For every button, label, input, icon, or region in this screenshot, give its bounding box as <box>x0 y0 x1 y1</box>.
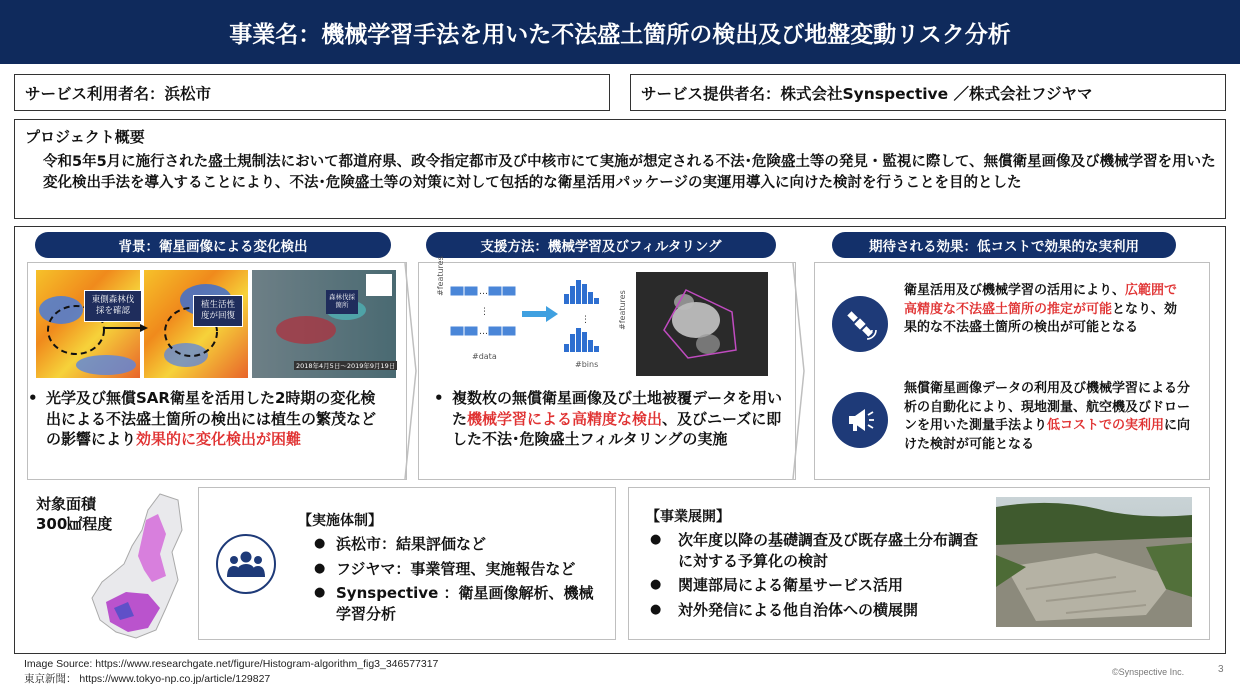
page-title <box>0 0 1240 64</box>
effect-item-2-text: 無償衛星画像データの利用及び機械学習による分析の自動化により、現地測量、航空機及びドローンを用いた測量手法より <box>904 381 1191 433</box>
svg-text:⋮: ⋮ <box>480 307 489 317</box>
axis-bins-label: #bins <box>575 360 599 369</box>
map-date-range: 2018年4月5日～2019年9月19日 <box>296 362 396 370</box>
effect-item-2-text-b: に向けた検討が可能となる <box>904 418 1191 452</box>
provider-box <box>630 74 1226 111</box>
background-text: 光学及び無償SAR衛星を活用した2時期の変化検出による不法盛土箇所の検出には植生の繁茂などの影響により <box>46 389 377 448</box>
effect-pill-text: 期待される効果：低コストで効果的な実利用 <box>869 239 1139 255</box>
org-heading: 【実施体制】 <box>298 513 382 529</box>
effect-item-1-red: 広範囲で高精度な不法盛土箇所の推定が可能 <box>904 283 1178 317</box>
overview-heading: プロジェクト概要 <box>25 128 145 146</box>
footer-source-1: Image Source: https://www.researchgate.net/figure/Histogram-algorithm_fig3_346577317 <box>24 658 439 670</box>
plan-item: ● 次年度以降の基礎調査及び既存盛土分布調査に対する予算化の検討 <box>650 531 979 570</box>
org-item-text: 浜松市：結果評価など <box>336 535 487 553</box>
area-label-value: 300㎢程度 <box>36 515 113 533</box>
service-provider: サービス提供者名：株式会社Synspective ／株式会社フジヤマ <box>641 84 1093 103</box>
landfill-photo <box>996 497 1192 627</box>
satellite-icon <box>832 296 888 352</box>
page-number: 3 <box>1218 664 1224 675</box>
svg-text:…: … <box>479 287 488 297</box>
background-bullet <box>28 388 386 450</box>
footer-source-2: 東京新聞： https://www.tokyo-np.co.jp/article/129827 <box>24 673 271 685</box>
plan-item-text: 対外発信による他自治体への横展開 <box>678 600 919 619</box>
plan-heading: 【事業展開】 <box>646 509 730 525</box>
axis-features-label: #features <box>436 256 445 296</box>
axis-data-label: #data <box>472 352 497 361</box>
area-label-title: 対象面積 <box>36 495 97 513</box>
bullet-dot: • <box>434 389 444 407</box>
overview-text: 令和5年5月に施行された盛土規制法において都道府県、政令指定都市及び中核市にて実施が想定される不法･危険盛土等の発見・監視に際して、無償衛星画像及び機械学習を用いた変化検出手法を導入することにより、不法･危険盛土等の対策に対して包括的な衛星活用パッケージの実運用導入に向けた検討を行うことを目的とした <box>43 154 1216 191</box>
org-item: ● Synspective ：衛星画像解析、機械学習分析 <box>314 584 594 623</box>
user-box <box>14 74 610 111</box>
histogram-diagram <box>430 272 640 372</box>
megaphone-icon <box>832 392 888 448</box>
effect-item-2 <box>904 380 1192 454</box>
map-label-site: 森林伐採箇所 <box>326 290 358 314</box>
method-pill <box>426 232 776 258</box>
svg-text:…: … <box>479 327 488 337</box>
plan-list <box>650 530 980 620</box>
org-list <box>314 534 606 624</box>
map-red-area <box>276 316 336 344</box>
chevron-right-icon <box>792 262 806 480</box>
map-label-deforestation: 東側森林伐採を確認 <box>84 290 142 322</box>
overview-box <box>14 119 1226 219</box>
map-label-vegetation: 植生活性度が回復 <box>193 295 243 327</box>
bullet-dot: • <box>28 389 38 407</box>
page-title-text: 事業名：機械学習手法を用いた不法盛土箇所の検出及び地盤変動リスク分析 <box>229 21 1011 48</box>
service-user: サービス利用者名：浜松市 <box>25 84 212 103</box>
background-text-red: 効果的に変化検出が困難 <box>136 430 302 448</box>
method-pill-text: 支援方法：機械学習及びフィルタリング <box>480 239 722 255</box>
footer-copyright: ©Synspective Inc. <box>1112 667 1185 677</box>
org-item: ● 浜松市：結果評価など <box>314 535 487 553</box>
background-pill-text: 背景：衛星画像による変化検出 <box>118 239 308 255</box>
plan-item: ● 関連部局による衛星サービス活用 <box>650 576 904 594</box>
plan-item-text: 次年度以降の基礎調査及び既存盛土分布調査に対する予算化の検討 <box>678 531 979 570</box>
background-pill <box>35 232 391 258</box>
effect-item-1 <box>904 282 1186 338</box>
method-text-b: 、及びニーズに即した不法･危険盛土フィルタリングの実施 <box>452 409 782 448</box>
effect-pill <box>832 232 1176 258</box>
svg-text:⋮: ⋮ <box>581 315 590 325</box>
plan-item: ● 対外発信による他自治体への横展開 <box>650 600 919 619</box>
map-blue-area <box>39 296 83 324</box>
effect-item-1-text-b: となり、効果的な不法盛土箇所の検出が可能となる <box>904 301 1178 335</box>
method-bullet <box>434 388 783 450</box>
effect-item-2-red: 低コストでの実利用 <box>1047 418 1165 433</box>
method-text: 複数枚の無償衛星画像及び土地被覆データを用いた <box>452 389 783 428</box>
sar-patch-image <box>636 272 768 376</box>
effect-item-1-text: 衛星活用及び機械学習の活用により、 <box>904 283 1126 298</box>
hamamatsu-map <box>86 490 194 642</box>
map-blue-area <box>76 355 136 375</box>
team-icon <box>216 534 276 594</box>
plan-item-text: 関連部局による衛星サービス活用 <box>678 576 904 594</box>
chevron-right-icon <box>404 262 418 480</box>
org-item: ● フジヤマ：事業管理、実施報告など <box>314 559 576 578</box>
axis-features-label-2: #features <box>618 290 627 330</box>
org-item-text: Synspective ：衛星画像解析、機械学習分析 <box>336 584 594 623</box>
method-text-red: 機械学習による高精度な検出 <box>467 409 663 428</box>
org-item-text: フジヤマ：事業管理、実施報告など <box>336 559 576 578</box>
map-legend <box>366 274 392 296</box>
